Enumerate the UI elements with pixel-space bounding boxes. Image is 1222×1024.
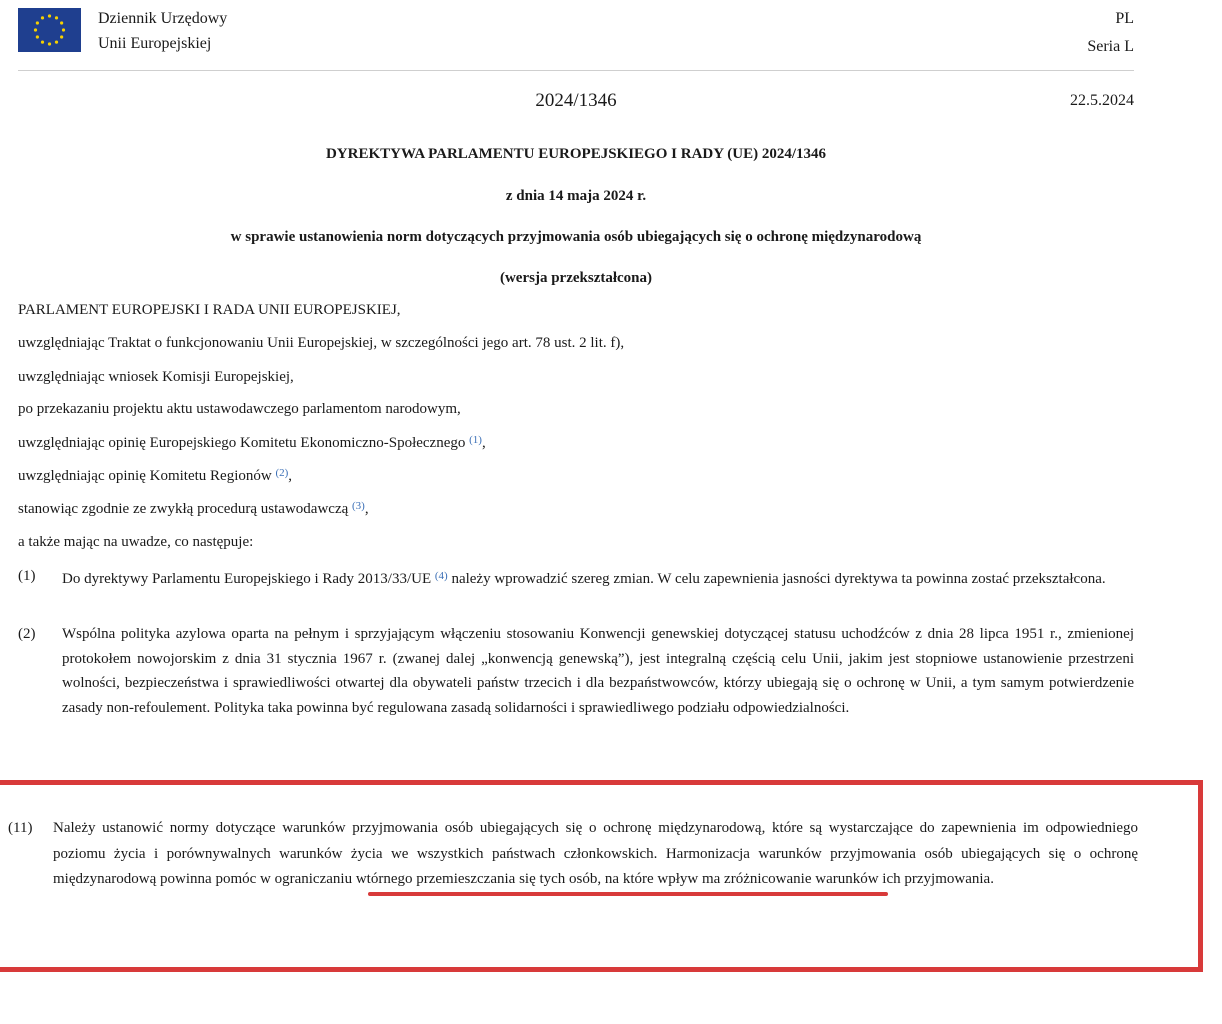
document-number: 2024/1346 [535,90,617,111]
language-code: PL [1115,10,1134,27]
eu-flag-stars [18,8,81,52]
publication-line-1: Dziennik Urzędowy [98,10,228,27]
preamble-line [18,401,461,418]
series-label: Seria L [1087,38,1134,55]
star-icon [41,41,44,44]
recital-text: Należy ustanowić normy dotyczące warunków przyjmowania osób ubiegających się o ochronę międzynarodową, które są wystarczające do zapewnienia im odpowiedniego poziomu życia i porównywalnych warunków życia we wszystkich państwach członkowskich. Harmonizacja warunków przyjmowania osób ubiegających się o ochronę międzynarodową powinna pomóc w ograniczaniu wtórnego przemieszczania się tych osób, na które wpływ ma zróżnicowanie warunków ich przyjmowania. [53,820,1138,887]
preamble-line [18,434,486,452]
publication-date: 22.5.2024 [1070,92,1134,109]
recital-text: Wspólna polityka azylowa oparta na pełnym i sprzyjającym włączeniu stosowaniu Konwencji genewskiej dotyczącej statusu uchodźców z dnia 28 lipca 1951 r., zmienionej protokołem nowojorskim z dnia 31 stycznia 1967 r. (zwanej dalej „konwencją genewską”), jest integralną częścią celu Unii, jakim jest stopniowe ustanowienie przestrzeni wolności, bezpieczeństwa i sprawiedliwości otwartej dla obywateli państw trzecich i dla bezpaństwowców, którzy ubiegają się o ochronę w Unii, a tym samym potwierdzenie zasady non-refoulement. Polityka taka powinna być regulowana zasadą solidarności i sprawiedliwego podziału odpowiedzialności. [62,626,1134,716]
star-icon [60,35,63,38]
recital-number: (11) [8,820,33,836]
preamble-line [18,369,294,386]
star-icon [62,28,65,31]
star-icon [48,14,51,17]
star-icon [48,42,51,45]
red-underline [368,892,888,896]
publication-name [98,6,227,56]
publication-line-2: Unii Europejskiej [98,35,212,52]
eu-flag-icon [18,8,81,52]
preamble-text: uwzględniając wniosek Komisji Europejskiej, [18,369,294,385]
footnote-link[interactable]: (4) [434,570,448,582]
preamble-text: uwzględniając opinię Europejskiego Komitetu Ekonomiczno-Społecznego [18,435,470,451]
recital-2 [18,622,1134,720]
preamble-punct: , [481,435,486,451]
star-icon [41,16,44,19]
preamble-text: a także mając na uwadze, co następuje: [18,534,254,550]
preamble-text: po przekazaniu projektu aktu ustawodawczego parlamentom narodowym, [18,401,461,417]
preamble-line [18,302,401,319]
header-divider [18,70,1134,71]
footnote-link[interactable]: (3) [352,500,365,512]
directive-subject: w sprawie ustanowienia norm dotyczących przyjmowania osób ubiegających się o ochronę międzynarodową [230,229,922,245]
recital-11 [8,816,1138,893]
preamble-text: stanowiąc zgodnie ze zwykłą procedurą ustawodawczą [18,501,353,517]
preamble-text: PARLAMENT EUROPEJSKI I RADA UNII EUROPEJSKIEJ, [18,302,401,318]
preamble-line [18,500,369,518]
star-icon [60,21,63,24]
preamble-line [18,335,624,352]
preamble-text: uwzględniając opinię Komitetu Regionów [18,468,276,484]
directive-date: z dnia 14 maja 2024 r. [505,188,647,204]
preamble-text: uwzględniając Traktat o funkcjonowaniu Unii Europejskiej, w szczególności jego art. 78 ust. 2 lit. f), [18,335,625,351]
star-icon [36,35,39,38]
star-icon [34,28,37,31]
underlined-phrase: powinna pomóc w ograniczaniu wtórnego przemieszczania się tych osób, [160,871,602,887]
star-icon [36,21,39,24]
recital-1 [18,564,1134,592]
star-icon [55,16,58,19]
directive-title: DYREKTYWA PARLAMENTU EUROPEJSKIEGO I RADY (UE) 2024/1346 [325,146,827,162]
star-icon [55,41,58,44]
footnote-link[interactable]: (2) [275,467,289,479]
star-ring [34,14,65,45]
footnote-link[interactable]: (1) [469,434,482,446]
preamble-line [18,534,253,551]
preamble-punct: , [288,468,293,484]
recital-number: (1) [18,568,36,584]
directive-version: (wersja przekształcona) [499,270,653,286]
preamble-line [18,467,292,485]
recital-text: Do dyrektywy Parlamentu Europejskiego i Rady 2013/33/UE $^{(4)}$ należy wprowadzić szereg zmian. W celu zapewnienia jasności dyrektywa ta powinna zostać przekształcona. [62,570,1106,587]
recital-number: (2) [18,626,36,642]
preamble-punct: , [364,501,369,517]
